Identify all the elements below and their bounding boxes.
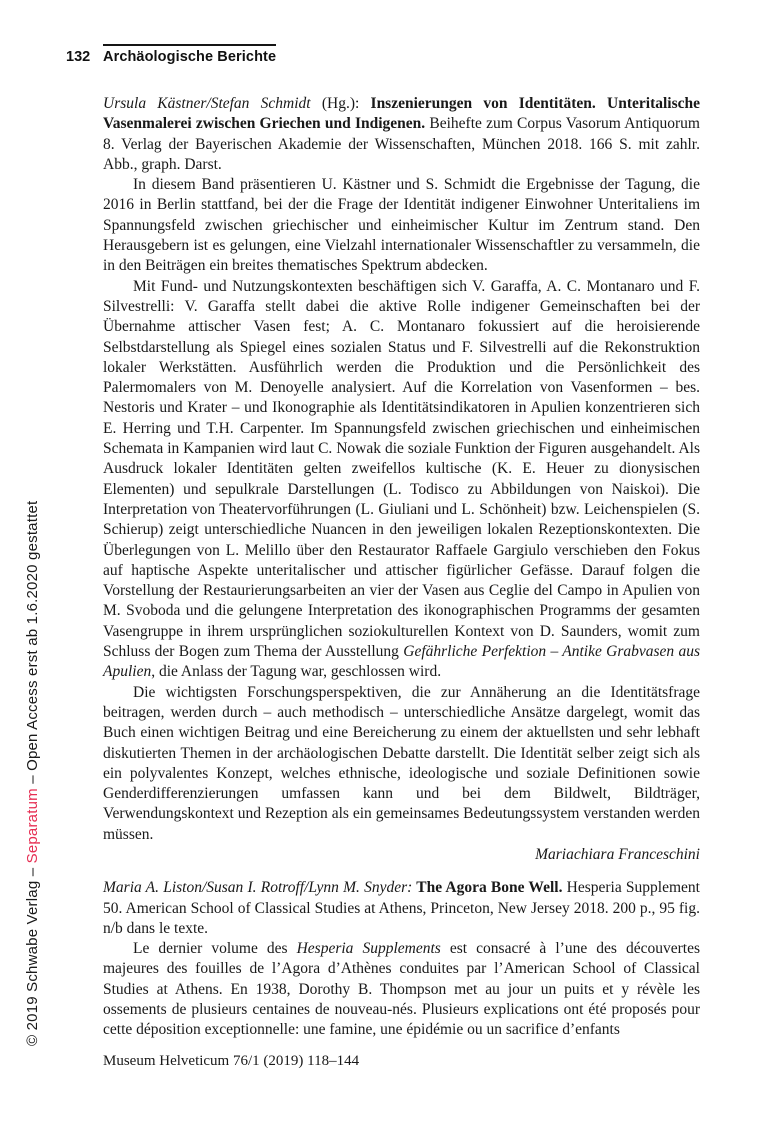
sidebar-copyright-notice bbox=[24, 501, 41, 1046]
reviewer-signature: Mariachiara Franceschini bbox=[535, 845, 700, 863]
review-imprint: Beihefte zum Corpus Vasorum Antiquorum 8. Verlag der Bayerischen Akademie der Wissenschaften, München 2018. 166 S. mit zahlr. Abb., graph. Darst. bbox=[103, 115, 700, 173]
review-paragraph bbox=[103, 277, 700, 683]
review-editor-note: (Hg.): bbox=[310, 95, 371, 112]
review-authors: Ursula Kästner/Stefan Schmidt bbox=[103, 95, 311, 112]
book-review-kastner-schmidt bbox=[103, 94, 700, 865]
page-number: 132 bbox=[66, 49, 91, 65]
series-title: Hesperia Supplements bbox=[296, 940, 441, 958]
review-citation bbox=[103, 878, 700, 939]
sidebar-separatum: Separatum bbox=[24, 788, 41, 864]
review-citation bbox=[103, 94, 700, 175]
paragraph-text: Mit Fund- und Nutzungskontexten beschäftigen sich V. Garaffa, A. C. Montanaro und F. Silvestrelli: V. Garaffa stellt dabei die aktive Rolle indigener Gemeinschaften bei der Übernahme attischer Vasen fest; A. C. Montanaro fokussiert auf die heroisierende Selbstdarstellung als Spiegel eines sozialen Status und F. Silvestrelli auf die Rekonstruktion lokaler Werkstätten. Ausführlich werden die Produktion und die Persönlichkeit des Palermomalers von M. Denoyelle analysiert. Auf die Korrelation von Vasenformen – bes. Nestoris und Krater – und Ikonographie als Identitätsindikatoren in Apulien konzentrieren sich E. Herring und T.H. Carpenter. Im Spannungsfeld zwischen griechischen und einheimischen Schemata in Kampanien wird laut C. Nowak die soziale Funktion der Figuren ausgehandelt. Als Ausdruck lokaler Identitäten gelten zweifellos kultische (K. E. Heuer zu dionysischen Elementen) und sepulkrale Darstellungen (L. Todisco zu Abbildungen von Naiskoi). Die Interpretation von Theatervorführungen (L. Giuliani und L. Schönheit) bzw. Leichenspielen (S. Schierup) zeigt unterschiedliche Nuancen in den jeweiligen lokalen Rezeptionskontexten. Die Überlegungen von L. Melillo über den Restaurator Raffaele Gargiulo verschieben den Fokus auf haptische Aspekte unteritalischer und attischer figürlicher Gefässe. Darauf folgen die Vorstellung der Restaurierungsarbeiten an vier der Vasen aus Ceglie del Campo in Apulien von M. Svoboda und die gelungene Interpretation des ikonographischen Programms der gesamten Vasengruppe in ihrem ursprünglichen soziokulturellen Kontext von D. Saunders, womit zum Schluss der Bogen zum Thema der Ausstellung bbox=[103, 277, 700, 661]
book-review-liston-rotroff-snyder bbox=[103, 878, 700, 1040]
copyright-prefix: © 2019 Schwabe Verlag – bbox=[24, 863, 41, 1046]
review-imprint: Hesperia Supplement 50. American School of Classical Studies at Athens, Princeton, New Jersey 2018. 200 p., 95 fig. n/b dans le texte. bbox=[103, 879, 700, 937]
exhibition-title: Gefährliche Perfektion – Antike Grabvasen aus Apulien bbox=[103, 643, 701, 681]
section-title: Archäologische Berichte bbox=[103, 44, 276, 65]
content-column bbox=[103, 94, 700, 1041]
journal-footer: Museum Helveticum 76/1 (2019) 118–144 bbox=[103, 1053, 360, 1069]
paragraph-text: Le dernier volume des bbox=[133, 940, 297, 958]
review-book-title: The Agora Bone Well. bbox=[412, 879, 563, 897]
copyright-suffix: – Open Access erst ab 1.6.2020 gestattet bbox=[24, 500, 41, 789]
paragraph-text: est consacré à l’une des découvertes majeures des fouilles de l’Agora d’Athènes conduites par l’American School of Classical Studies at Athens. En 1938, Dorothy B. Thompson met au jour un puits et y révèle les ossements de plusieurs centaines de nouveau-nés. Plusieurs explications ont été proposés pour cette déposition exceptionnelle: une famine, une épidémie ou un sacrifice d’enfants bbox=[103, 940, 701, 1039]
review-paragraph bbox=[103, 939, 700, 1040]
review-paragraph: Die wichtigsten Forschungsperspektiven, die zur Annäherung an die Identitätsfrage beitragen, werden durch – auch methodisch – unterschiedliche Ansätze dargelegt, womit das Buch einen wichtigen Beitrag und eine Bereicherung zu einem der aktuellsten und sehr lebhaft diskutierten Themen in der archäologischen Debatte darstellt. Die Identität selber zeigt sich als ein polyvalentes Konzept, welches ethnische, ideologische und soziale Definitionen sowie Genderdifferenzierungen umfassen kann und bei dem Bildwelt, Bildträger, Verwendungskontext und Rezeption als ein gemeinsames Bedeutungssystem verstanden werden müssen. bbox=[103, 683, 700, 843]
paragraph-text: , die Anlass der Tagung war, geschlossen wird. bbox=[151, 663, 442, 681]
review-authors: Maria A. Liston/Susan I. Rotroff/Lynn M. Snyder: bbox=[103, 879, 413, 897]
review-paragraph: In diesem Band präsentieren U. Kästner und S. Schmidt die Ergebnisse der Tagung, die 2016 in Berlin stattfand, bei der die Frage der Identität indigener Einwohner Unteritaliens im Spannungsfeld zwischen griechischer und einheimischer Kultur im Zentrum stand. Den Herausgebern ist es gelungen, eine Vielzahl internationaler Wissenschaftler zu versammeln, die in den Beiträgen ein breites thematisches Spektrum abdecken. bbox=[103, 176, 700, 275]
review-book-title: Inszenierungen von Identitäten. Unteritalische Vasenmalerei zwischen Griechen und Indigenen. bbox=[103, 95, 701, 133]
